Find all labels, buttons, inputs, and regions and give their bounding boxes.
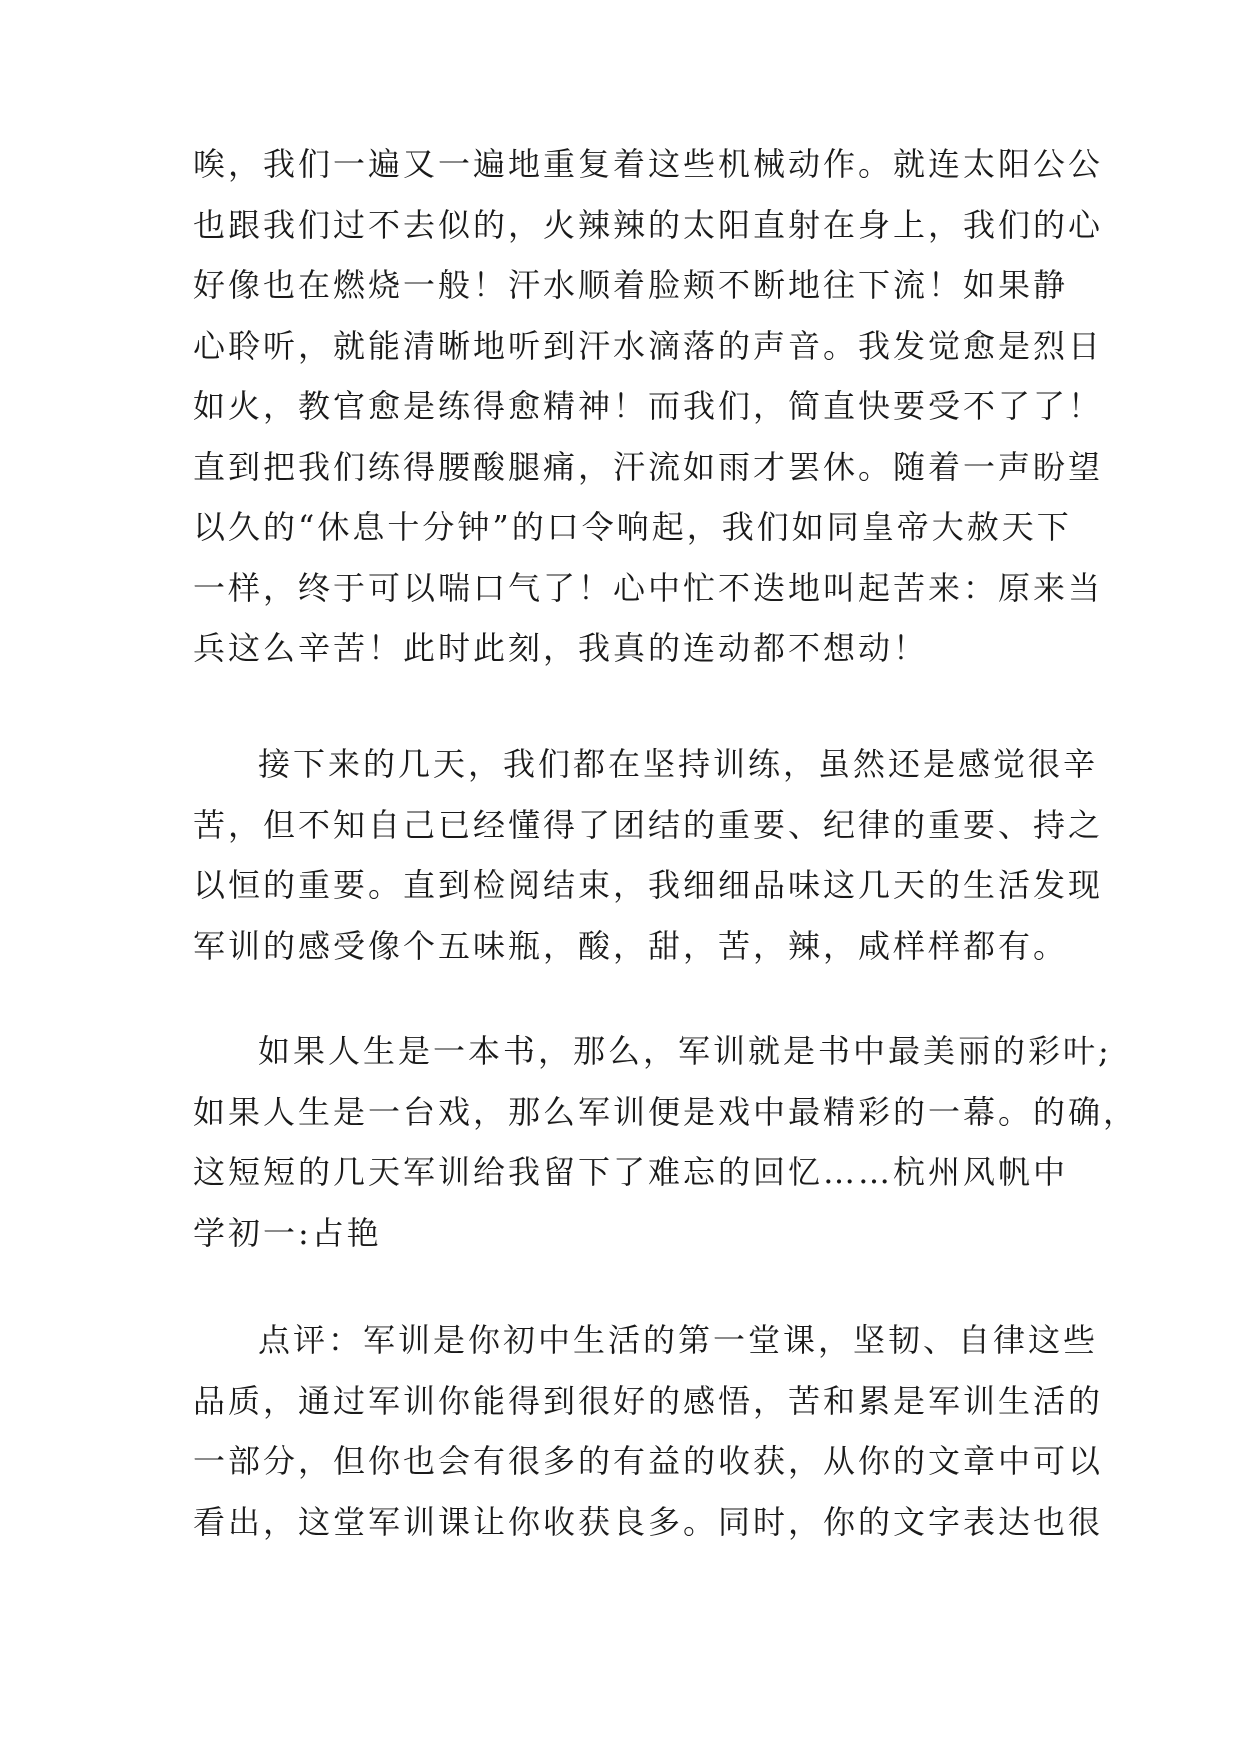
text-line: 兵这么辛苦！此时此刻，我真的连动都不想动！ [193,629,929,667]
paragraph-conclusion [193,1021,1139,1263]
text-line: 直到把我们练得腰酸腿痛，汗流如雨才罢休。随着一声盼望 [193,447,1104,486]
text-line: 苦，但不知自己已经懂得了团结的重要、纪律的重要、持之 [193,805,1104,844]
text-line: 好像也在燃烧一般！汗水顺着脸颊不断地往下流！如果静 [193,266,1069,304]
text-line: 以恒的重要。直到检阅结束，我细细品味这几天的生活发现 [193,866,1104,904]
text-line: 如果人生是一台戏，那么军训便是戏中最精彩的一幕。的确， [193,1092,1139,1131]
text-line: 品质，通过军训你能得到很好的感悟，苦和累是军训生活的 [193,1381,1104,1420]
text-line: 点评：军训是你初中生活的第一堂课，坚韧、自律这些 [258,1321,1099,1359]
text-line: 以久的“休息十分钟”的口令响起，我们如同皇帝大赦天下 [193,508,1072,546]
text-line: 如果人生是一本书，那么，军训就是书中最美丽的彩叶; [258,1032,1112,1070]
text-line: 接下来的几天，我们都在坚持训练，虽然还是感觉很辛 [258,745,1099,783]
text-line: 心聆听，就能清晰地听到汗水滴落的声音。我发觉愈是烈日 [193,326,1104,365]
text-line: 学初一:占艳 [193,1213,382,1252]
text-line: 军训的感受像个五味瓶，酸，甜，苦，辣，咸样样都有。 [193,926,1069,965]
text-line: 一部分，但你也会有很多的有益的收获，从你的文章中可以 [193,1442,1104,1480]
text-line: 这短短的几天军训给我留下了难忘的回忆……杭州风帆中 [193,1153,1069,1191]
paragraph-training-hardship [193,134,1104,679]
paragraph-following-days [193,734,1104,976]
text-line: 也跟我们过不去似的，火辣辣的太阳直射在身上，我们的心 [193,205,1104,244]
text-line: 一样，终于可以喘口气了！心中忙不迭地叫起苦来：原来当 [193,568,1104,607]
text-line: 看出，这堂军训课让你收获良多。同时，你的文字表达也很 [193,1502,1104,1541]
text-line: 如火，教官愈是练得愈精神！而我们，简直快要受不了了！ [193,387,1104,425]
text-line: 唉，我们一遍又一遍地重复着这些机械动作。就连太阳公公 [193,145,1104,183]
paragraph-comment [193,1310,1104,1552]
